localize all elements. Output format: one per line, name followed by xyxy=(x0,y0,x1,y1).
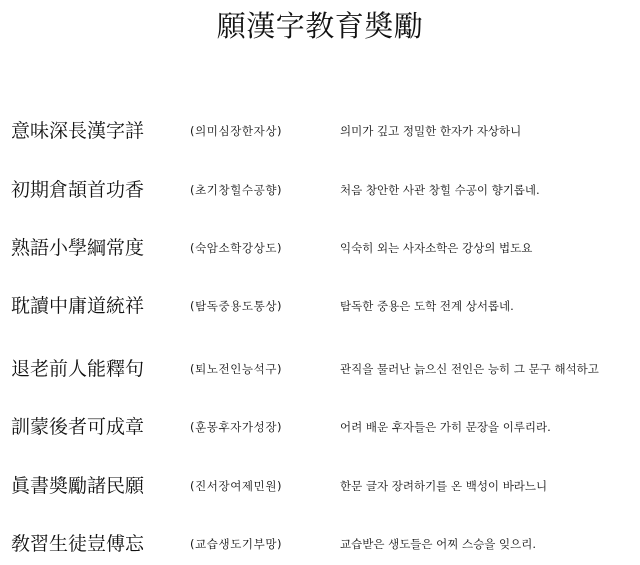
verse-meaning: 의미가 깊고 정밀한 한자가 자상하니 xyxy=(340,124,522,138)
verse-hanja: 眞書奬勵諸民願 xyxy=(11,475,145,497)
verse-row xyxy=(0,234,640,266)
verse-reading: (진서장여제민원) xyxy=(190,479,283,493)
verse-meaning: 익숙히 외는 사자소학은 강상의 법도요 xyxy=(340,241,533,255)
verse-row xyxy=(0,413,640,445)
verse-hanja: 退老前人能釋句 xyxy=(11,358,145,380)
verse-hanja: 意味深長漢字詳 xyxy=(11,120,145,142)
verse-reading: (숙암소학강상도) xyxy=(190,241,283,255)
verse-row xyxy=(0,292,640,324)
verse-row xyxy=(0,176,640,208)
verse-meaning: 관직을 물러난 늙으신 전인은 능히 그 문구 해석하고 xyxy=(340,362,599,376)
verse-reading: (초기창힐수공향) xyxy=(190,183,283,197)
verse-meaning: 어려 배운 후자들은 가히 문장을 이루리라. xyxy=(340,420,551,434)
verse-meaning: 처음 창안한 사관 창힐 수공이 향기롭네. xyxy=(340,183,540,197)
verse-row xyxy=(0,355,640,387)
verse-hanja: 訓蒙後者可成章 xyxy=(11,416,145,438)
verse-hanja: 敎習生徒豈傅忘 xyxy=(11,533,145,555)
verse-reading: (탐독중용도통상) xyxy=(190,299,283,313)
verse-hanja: 熟語小學綱常度 xyxy=(11,237,145,259)
verse-meaning: 탐독한 중용은 도학 전계 상서롭네. xyxy=(340,299,514,313)
verse-row xyxy=(0,472,640,504)
verse-reading: (의미심장한자상) xyxy=(190,124,283,138)
verse-reading: (훈몽후자가성장) xyxy=(190,420,283,434)
verse-meaning: 교습받은 생도들은 어찌 스승을 잊으리. xyxy=(340,537,537,551)
verse-meaning: 한문 글자 장려하기를 온 백성이 바라느니 xyxy=(340,479,548,493)
verse-reading: (교습생도기부망) xyxy=(190,537,283,551)
verse-reading: (퇴노전인능석구) xyxy=(190,362,283,376)
verse-hanja: 耽讀中庸道統祥 xyxy=(11,295,145,317)
verse-row xyxy=(0,117,640,149)
verse-row xyxy=(0,530,640,562)
verse-hanja: 初期倉頡首功香 xyxy=(11,179,145,201)
poem-title: 願漢字教育奬勵 xyxy=(216,9,424,43)
